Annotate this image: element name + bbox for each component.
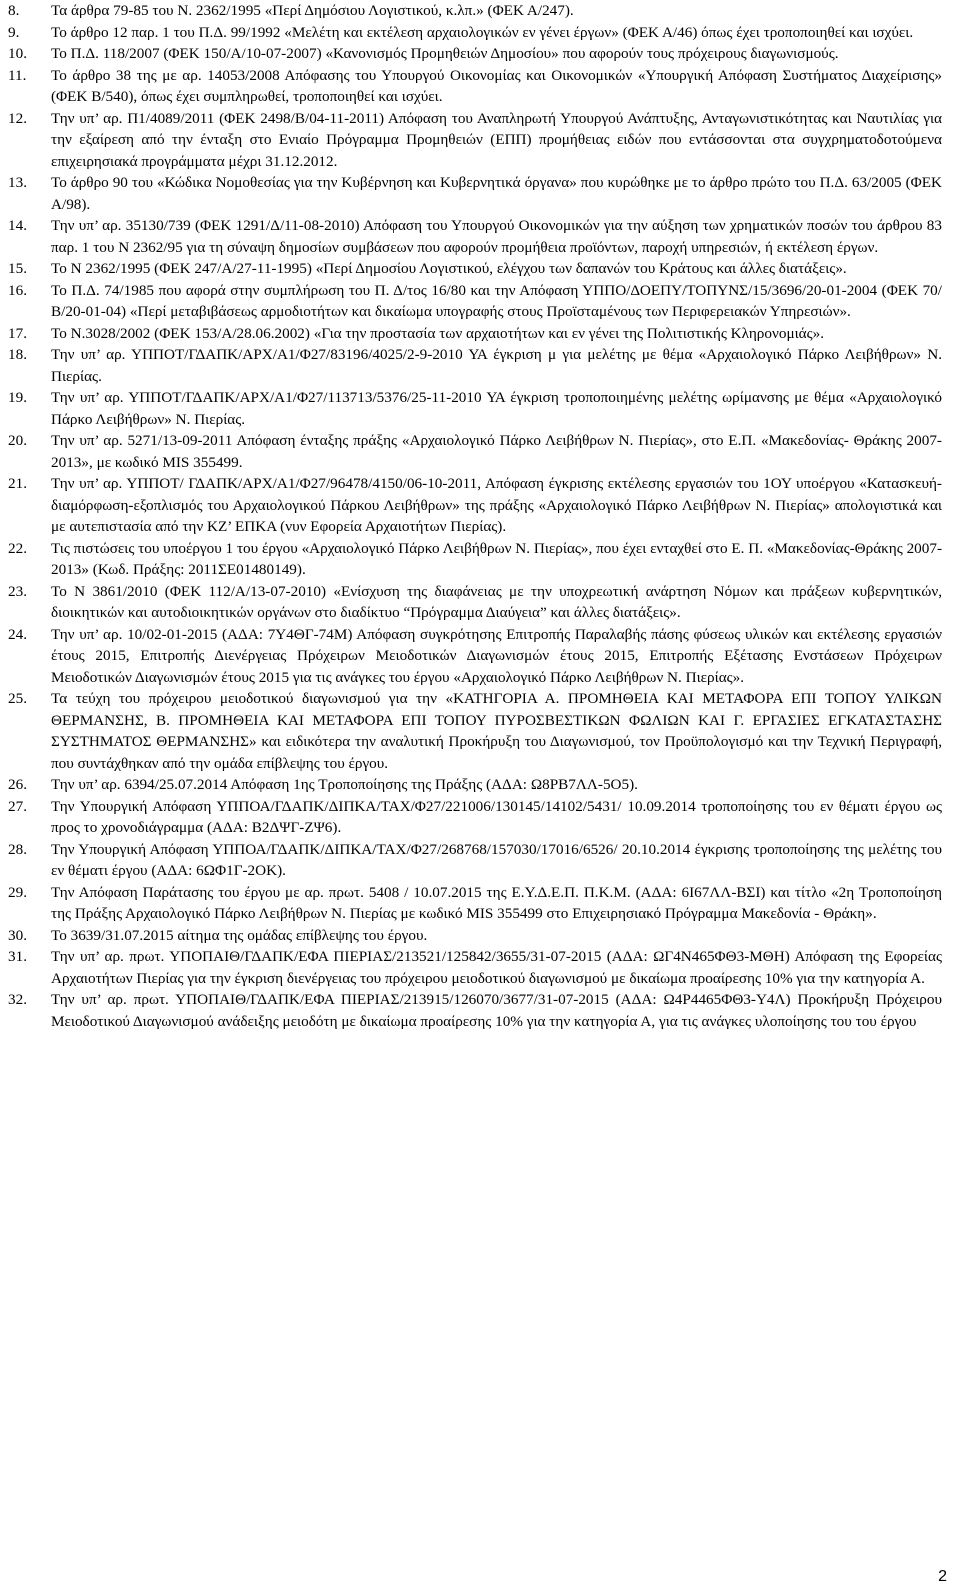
list-item: [8, 344, 942, 387]
list-item-text: Την Υπουργική Απόφαση ΥΠΠΟΑ/ΓΔΑΠΚ/ΔΙΠΚΑ/ΤΑΧ/Φ27/221006/130145/14102/5431/ 10.09.2014 τροποποίησης του εν θέματι έργου ως προς το χρονοδιάγραμμα (ΑΔΑ: Β2ΔΨΓ-ΖΨ6).: [51, 797, 942, 836]
list-item-number: 19.: [8, 389, 27, 406]
list-item-number: 24.: [8, 625, 27, 643]
list-item: [8, 258, 942, 280]
list-item-number: 9.: [8, 23, 20, 41]
list-item-text: Το Ν 3861/2010 (ΦΕΚ 112/Α/13-07-2010) «Ενίσχυση της διαφάνειας με την υποχρεωτική ανάρτηση Νόμων και πράξεων κυβερνητικών, διοικητικών και αυτοδιοικητικών οργάνων στο διαδίκτυο “Πρόγραμμα Διαύγεια” και άλλες διατάξεις».: [51, 582, 942, 621]
list-item-number: 8.: [8, 2, 20, 19]
list-item-number: 11.: [8, 66, 27, 84]
list-item-number: 27.: [8, 797, 27, 815]
list-item-number: 29.: [8, 883, 27, 901]
list-item-number: 14.: [8, 217, 27, 234]
list-item-number: 28.: [8, 840, 27, 858]
list-item-text: Το άρθρο 12 παρ. 1 του Π.Δ. 99/1992 «Μελέτη και εκτέλεση αρχαιολογικών εν γένει έργων» (ΦΕΚ Α/46) όπως έχει τροποποιηθεί και ισχύει.: [51, 23, 914, 41]
list-item: [8, 796, 942, 839]
list-item-text: Την υπ’ αρ. ΥΠΠΟΤ/ ΓΔΑΠΚ/ΑΡΧ/Α1/Φ27/96478/4150/06-10-2011, Απόφαση έγκρισης εκτέλεσης εργασιών του 1ΟΥ υποέργου «Κατασκευή-διαμόρφωση-εξοπλισμός του Αρχαιολογικού Πάρκου Λειβήθρων» της πράξης «Αρχαιολογικό Πάρκο Λειβήθρων Ν. Πιερίας» απολογιστικά και με αυτεπιστασία από την ΚΖ’ ΕΠΚΑ (νυν Εφορεία Αρχαιοτήτων Πιερίας).: [51, 475, 942, 535]
list-item-text: Το άρθρο 90 του «Κώδικα Νομοθεσίας για την Κυβέρνηση και Κυβερνητικά όργανα» που κυρώθηκε με το άρθρο πρώτο του Π.Δ. 63/2005 (ΦΕΚ Α/98).: [51, 174, 942, 213]
list-item-text: Την υπ’ αρ. 6394/25.07.2014 Απόφαση 1ης Τροποποίησης της Πράξης (ΑΔΑ: Ω8ΡΒ7ΛΛ-5Ο5).: [51, 776, 638, 793]
list-item: [8, 108, 942, 173]
list-item: [8, 280, 942, 323]
list-item-text: Την Υπουργική Απόφαση ΥΠΠΟΑ/ΓΔΑΠΚ/ΔΙΠΚΑ/ΤΑΧ/Φ27/268768/157030/17016/6526/ 20.10.2014 έγκρισης τροποποίησης της μελέτης του εν θέματι έργου (ΑΔΑ: 6ΩΦ1Γ-2ΟΚ).: [51, 840, 942, 879]
list-item-number: 12.: [8, 109, 27, 127]
list-item-number: 32.: [8, 991, 27, 1008]
list-item-text: Το Ν 2362/1995 (ΦΕΚ 247/Α/27-11-1995) «Περί Δημοσίου Λογιστικού, ελέγχου των δαπανών του Κράτους και άλλες διατάξεις».: [51, 260, 847, 277]
list-item: [8, 43, 942, 65]
list-item: [8, 172, 942, 215]
list-item: [8, 22, 942, 44]
list-item-text: Την υπ’ αρ. 10/02-01-2015 (ΑΔΑ: 7Υ4ΘΓ-74Μ) Απόφαση συγκρότησης Επιτροπής Παραλαβής πάσης φύσεως υλικών και εκτέλεσης εργασιών έτους 2015, Επιτροπής Διενέργειας Πρόχειρων Μειοδοτικών Διαγωνισμών έτους 2015, Επιτροπής Εξέτασης Ενστάσεων Πρόχειρων Μειοδοτικών Διαγωνισμών έτους 2015 για τις ανάγκες του έργου «Αρχαιολογικό Πάρκο Λειβήθρων Ν. Πιερίας».: [51, 625, 942, 686]
list-item: [8, 65, 942, 108]
list-item-text: Την υπ’ αρ. 35130/739 (ΦΕΚ 1291/Δ/11-08-2010) Απόφαση του Υπουργού Οικονομικών για την αύξηση των χρηματικών ποσών του άρθρου 83 παρ. 1 του Ν 2362/95 για τη σύναψη δημοσίων συμβάσεων που αφορούν προμήθεια προϊόντων, παροχή υπηρεσιών, ή εκτέλεση έργων.: [51, 217, 942, 256]
list-item-text: Τα άρθρα 79-85 του Ν. 2362/1995 «Περί Δημόσιου Λογιστικού, κ.λπ.» (ΦΕΚ Α/247).: [51, 2, 574, 19]
list-item-text: Την Απόφαση Παράτασης του έργου με αρ. πρωτ. 5408 / 10.07.2015 της Ε.Υ.Δ.Ε.Π. Π.Κ.Μ. (ΑΔΑ: 6Ι67ΛΛ-ΒΣΙ) και τίτλο «2η Τροποποίηση της Πράξης Αρχαιολογικό Πάρκο Λειβήθρων Ν. Πιερίας με κωδικό MIS 355499 στο Επιχειρησιακό Πρόγραμμα Μακεδονία - Θράκη».: [51, 883, 942, 922]
list-item-text: Το Ν.3028/2002 (ΦΕΚ 153/Α/28.06.2002) «Για την προστασία των αρχαιοτήτων και εν γένει της Πολιτιστικής Κληρονομιάς».: [51, 324, 825, 342]
list-item-number: 22.: [8, 539, 27, 557]
list-item-number: 16.: [8, 281, 27, 299]
list-item: [8, 688, 942, 774]
list-item: [8, 473, 942, 538]
list-item: [8, 538, 942, 581]
list-item: [8, 989, 942, 1032]
page-number: 2: [938, 1568, 947, 1585]
list-item: [8, 0, 942, 22]
list-item: [8, 882, 942, 925]
list-item-text: Το άρθρο 38 της με αρ. 14053/2008 Απόφασης του Υπουργού Οικονομίας και Οικονομικών «Υπουργική Απόφαση Συστήματος Διαχείρισης» (ΦΕΚ Β/540), όπως έχει συμπληρωθεί, τροποποιηθεί και ισχύει.: [51, 66, 942, 105]
list-item-number: 15.: [8, 260, 27, 277]
list-item-text: Τις πιστώσεις του υποέργου 1 του έργου «Αρχαιολογικό Πάρκο Λειβήθρων Ν. Πιερίας», που έχει ενταχθεί στο Ε. Π. «Μακεδονίας-Θράκης 2007-2013» (Κωδ. Πράξης: 2011ΣΕ01480149).: [51, 539, 942, 578]
list-item: [8, 624, 942, 689]
list-item-text: Την υπ’ αρ. Π1/4089/2011 (ΦΕΚ 2498/Β/04-11-2011) Απόφαση του Αναπληρωτή Υπουργού Ανάπτυξης, Ανταγωνιστικότητας και Ναυτιλίας για την εξαίρεση από την ένταξη στο Ενιαίο Πρόγραμμα Προμηθειών (ΕΠΠ) προμήθειας ειδών που εντάσσονται στα συγχρηματοδοτούμενα επιχειρησιακά προγράμματα μέχρι 31.12.2012.: [51, 109, 942, 170]
list-item-number: 31.: [8, 948, 27, 965]
list-item-number: 23.: [8, 582, 27, 600]
list-item-text: Την υπ’ αρ. ΥΠΠΟΤ/ΓΔΑΠΚ/ΑΡΧ/Α1/Φ27/113713/5376/25-11-2010 ΥΑ έγκριση τροποποιημένης μελέτης ωρίμανσης με θέμα «Αρχαιολογικό Πάρκο Λειβήθρων» Ν. Πιερίας.: [51, 389, 942, 428]
list-item-number: 13.: [8, 174, 27, 191]
list-item: [8, 946, 942, 989]
list-item: [8, 774, 942, 796]
list-item-number: 20.: [8, 432, 27, 449]
list-item-text: Το Π.Δ. 118/2007 (ΦΕΚ 150/Α/10-07-2007) «Κανονισμός Προμηθειών Δημοσίου» που αφορούν τους πρόχειρους διαγωνισμούς.: [51, 45, 839, 62]
list-item: [8, 839, 942, 882]
list-item-text: Τα τεύχη του πρόχειρου μειοδοτικού διαγωνισμού για την «ΚΑΤΗΓΟΡΙΑ Α. ΠΡΟΜΗΘΕΙΑ ΚΑΙ ΜΕΤΑΦΟΡΑ ΕΠΙ ΤΟΠΟΥ ΥΛΙΚΩΝ ΘΕΡΜΑΝΣΗΣ, Β. ΠΡΟΜΗΘΕΙΑ ΚΑΙ ΜΕΤΑΦΟΡΑ ΕΠΙ ΤΟΠΟΥ ΠΥΡΟΣΒΕΣΤΙΚΩΝ ΦΩΛΙΩΝ ΚΑΙ Γ. ΕΡΓΑΣΙΕΣ ΕΓΚΑΤΑΣΤΑΣΗΣ ΣΥΣΤΗΜΑΤΟΣ ΘΕΡΜΑΝΣΗΣ» και ειδικότερα την αναλυτική Προκήρυξη του Διαγωνισμού, τον Προϋπολογισμό και την Τεχνική Περιγραφή, που συντάχθηκαν από την ομάδα επίβλεψης του έργου.: [51, 690, 942, 772]
list-item-number: 10.: [8, 45, 27, 62]
list-item-text: Το Π.Δ. 74/1985 που αφορά στην συμπλήρωση του Π. Δ/τος 16/80 και την Απόφαση ΥΠΠΟ/ΔΟΕΠΥ/ΤΟΠΥΝΣ/15/3696/20-01-2004 (ΦΕΚ 70/Β/20-01-04) «Περί μεταβιβάσεως αρμοδιοτήτων και δικαίωμα υπογραφής στους Προϊσταμένους των Περιφερειακών Υπηρεσιών».: [51, 281, 942, 320]
list-item: [8, 387, 942, 430]
legal-reference-list: [8, 0, 942, 1032]
list-item: [8, 581, 942, 624]
list-item-text: Την υπ’ αρ. 5271/13-09-2011 Απόφαση ένταξης πράξης «Αρχαιολογικό Πάρκο Λειβήθρων Ν. Πιερίας», στο Ε.Π. «Μακεδονίας- Θράκης 2007-2013», με κωδικό MIS 355499.: [51, 432, 942, 471]
list-item-number: 25.: [8, 690, 27, 707]
list-item-text: Την υπ’ αρ. πρωτ. ΥΠΟΠΑΙΘ/ΓΔΑΠΚ/ΕΦΑ ΠΙΕΡΙΑΣ/213521/125842/3655/31-07-2015 (ΑΔΑ: ΩΓ4Ν465ΦΘ3-ΜΘΗ) Απόφαση της Εφορείας Αρχαιοτήτων Πιερίας για την έγκριση διενέργειας του πρόχειρου μειοδοτικού διαγωνισμού με δικαίωμα προαίρεσης 10% για την κατηγορία Α.: [51, 948, 942, 987]
list-item-text: Την υπ’ αρ. πρωτ. ΥΠΟΠΑΙΘ/ΓΔΑΠΚ/ΕΦΑ ΠΙΕΡΙΑΣ/213915/126070/3677/31-07-2015 (ΑΔΑ: Ω4Ρ4465ΦΘ3-Υ4Λ) Προκήρυξη Πρόχειρου Μειοδοτικού Διαγωνισμού ανάδειξης μειοδότη με δικαίωμα προαίρεσης 10% για την κατηγορία Α, για τις ανάγκες υλοποίησης του του έργου: [51, 991, 942, 1030]
list-item-number: 18.: [8, 346, 27, 363]
list-item: [8, 323, 942, 345]
list-item: [8, 925, 942, 947]
list-item-text: Το 3639/31.07.2015 αίτημα της ομάδας επίβλεψης του έργου.: [51, 926, 428, 944]
list-item-text: Την υπ’ αρ. ΥΠΠΟΤ/ΓΔΑΠΚ/ΑΡΧ/Α1/Φ27/83196/4025/2-9-2010 ΥΑ έγκριση μ για μελέτης με θέμα «Αρχαιολογικό Πάρκο Λειβήθρων» Ν. Πιερίας.: [51, 346, 942, 385]
list-item-number: 26.: [8, 776, 27, 793]
list-item-number: 30.: [8, 926, 27, 944]
list-item-number: 17.: [8, 324, 27, 342]
list-item: [8, 430, 942, 473]
list-item-number: 21.: [8, 475, 27, 492]
list-item: [8, 215, 942, 258]
